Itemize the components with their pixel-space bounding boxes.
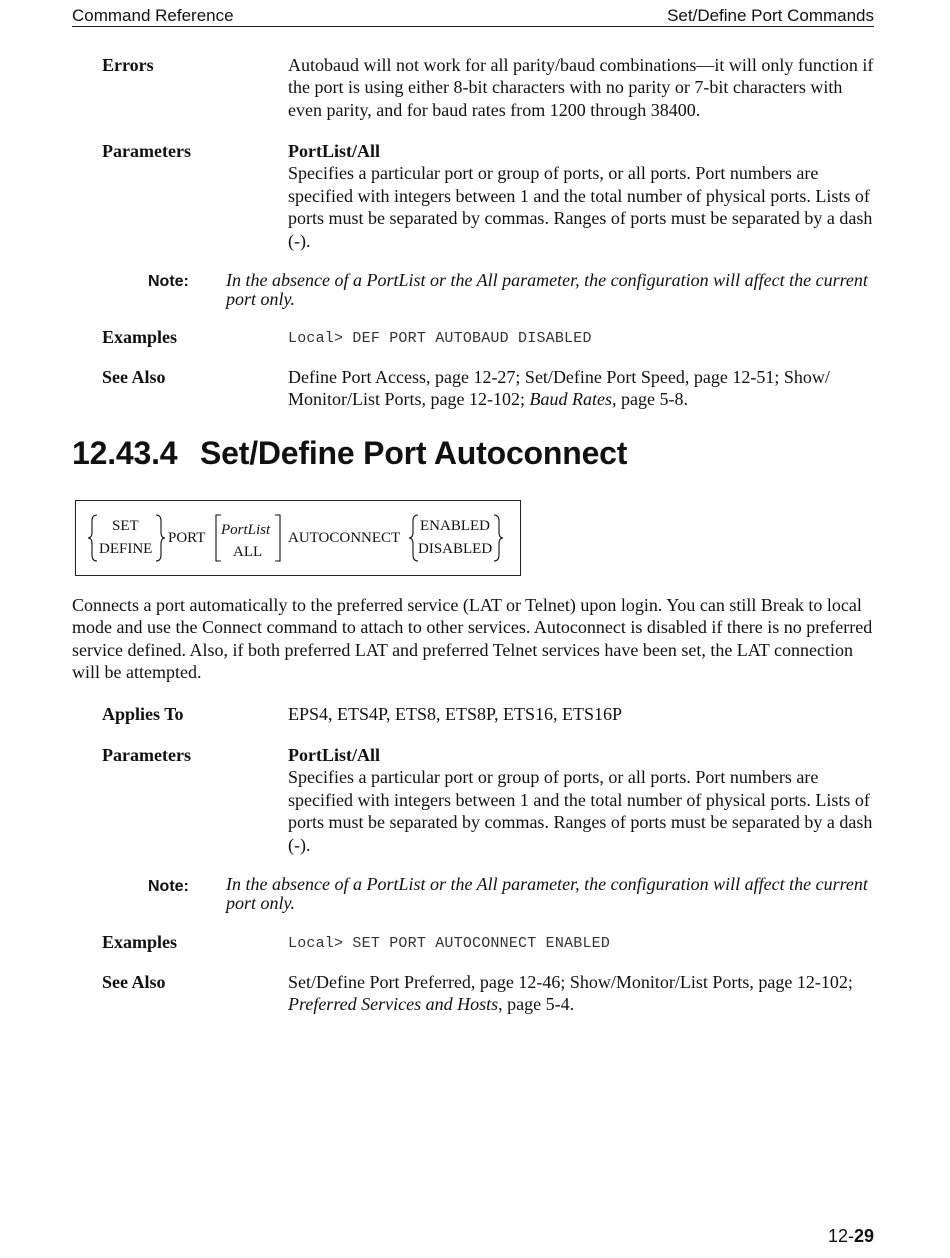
- see-also-label-2: See Also: [102, 972, 166, 992]
- running-header: [72, 6, 874, 27]
- errors-label: Errors: [102, 55, 154, 75]
- parameters-content: [288, 140, 874, 252]
- param-name-2: PortList/All: [288, 745, 380, 765]
- see-also-label: See Also: [102, 367, 166, 387]
- page-prefix: 12-: [827, 1226, 854, 1246]
- syntax-diagram: [75, 500, 521, 576]
- header-right: Set/Define Port Commands: [667, 6, 874, 25]
- syntax-disabled: DISABLED: [418, 541, 493, 557]
- example-code-2: Local> SET PORT AUTOCONNECT ENABLED: [288, 935, 611, 952]
- example-code-block-2: [288, 932, 874, 955]
- note-label: Note:: [148, 273, 189, 290]
- parameters-label-2: Parameters: [102, 745, 191, 765]
- errors-text: Autobaud will not work for all parity/baud combinations—it will only function if the port is using either 8-bit characters with no parity or 7-bit characters with even parity, and for baud rates from 1200 through 38400.: [288, 55, 874, 120]
- parameters-content-2: [288, 744, 874, 856]
- parameters-label: Parameters: [102, 141, 191, 161]
- see-also-italic-2: Preferred Services and Hosts: [288, 994, 499, 1015]
- see-also-text-2: [288, 971, 874, 1016]
- param-text: Specifies a particular port or group of ports, or all ports. Port numbers are specified with integers between 1 and the total number of physical ports. Lists of ports must be separated by commas. Ranges of ports must be separated by a dash (-).: [288, 163, 873, 251]
- note-text: In the absence of a PortList or the All parameter, the configuration will affect the current port only.: [226, 270, 868, 309]
- examples-label-2: Examples: [102, 932, 178, 952]
- section-title: [72, 435, 627, 472]
- param-text-2: Specifies a particular port or group of ports, or all ports. Port numbers are specified with integers between 1 and the total number of physical ports. Lists of ports must be separated by commas. Ranges of ports must be separated by a dash (-).: [288, 767, 873, 855]
- note-text-2: In the absence of a PortList or the All parameter, the configuration will affect the current port only.: [226, 874, 868, 913]
- see-also-part2: , page 5-8.: [612, 389, 688, 410]
- page-number: [828, 1226, 874, 1247]
- header-left: Command Reference: [72, 6, 234, 25]
- syntax-enabled: ENABLED: [420, 518, 490, 534]
- param-name: PortList/All: [288, 141, 380, 161]
- see-also-part1-2: Set/Define Port Preferred, page 12-46; Show/Monitor/List Ports, page 12-102;: [288, 972, 853, 992]
- syntax-port: PORT: [168, 530, 206, 546]
- applies-to-label: Applies To: [102, 704, 184, 724]
- see-also-italic: Baud Rates: [529, 389, 612, 410]
- description-paragraph: Connects a port automatically to the preferred service (LAT or Telnet) upon login. You can still Break to local mode and use the Connect command to attach to other services. Autoconnect is disabled if there is no preferred service defined. Also, if both preferred LAT and preferred Telnet services have been set, the LAT connection will be attempted.: [72, 595, 873, 683]
- see-also-part1: Define Port Access, page 12-27; Set/Define Port Speed, page 12-51; Show/ Monitor/List Ports, page 12-102;: [288, 367, 830, 410]
- syntax-all: ALL: [233, 544, 263, 560]
- note-label-2: Note:: [148, 878, 189, 895]
- syntax-autoconnect: AUTOCONNECT: [288, 530, 401, 546]
- example-code: Local> DEF PORT AUTOBAUD DISABLED: [288, 330, 592, 347]
- examples-label: Examples: [102, 327, 178, 347]
- applies-to-text: EPS4, ETS4P, ETS8, ETS8P, ETS16, ETS16P: [288, 704, 623, 724]
- syntax-define: DEFINE: [99, 541, 153, 557]
- syntax-portlist: PortList: [221, 522, 271, 538]
- section-number: 12.43.4: [72, 435, 178, 471]
- see-also-text: [288, 366, 874, 411]
- see-also-part2-2: , page 5-4.: [498, 994, 575, 1015]
- section-heading: Set/Define Port Autoconnect: [200, 435, 628, 471]
- page-number-bold: 29: [853, 1226, 874, 1246]
- syntax-set: SET: [112, 518, 139, 534]
- example-code-block: [288, 327, 874, 350]
